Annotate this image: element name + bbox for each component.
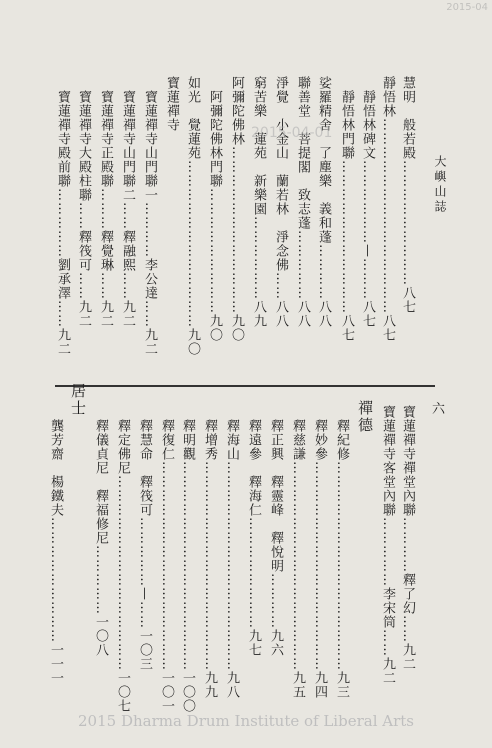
section-heading: 居士 xyxy=(69,383,87,417)
corner-watermark: 2015-04 xyxy=(446,2,488,13)
toc-entry: 窮苦樂 蓮苑 新樂園………………八九 xyxy=(251,76,266,328)
toc-entry: 寶蓮禪寺禪堂內聯…………釋了幻……九二 xyxy=(400,405,415,671)
toc-entry: 寶蓮禪寺山門聯一…………李公達……九二 xyxy=(142,76,157,356)
toc-entry: 靜悟林碑文………………—………八七 xyxy=(360,76,375,328)
toc-entry: 阿彌陀佛林………………………………九〇 xyxy=(229,76,244,342)
toc-entry: 釋增秀………………………………………九九 xyxy=(202,405,217,699)
toc-entry: 釋遠參 釋海仁……………………九七 xyxy=(246,405,261,657)
toc-entry: 釋正興 釋靈峰 釋悅明…………九六 xyxy=(268,405,283,657)
toc-entry: 如光 覺蓮苑………………………………九〇 xyxy=(185,76,200,356)
toc-entry: 娑羅精舍 了塵樂 義和蓬…………八八 xyxy=(316,76,331,328)
toc-entry: 龔芳齋 楊鐵夫………………………一一一 xyxy=(48,405,63,685)
toc-entry: 寶蓮禪寺 xyxy=(164,76,179,132)
section-heading: 禪德 xyxy=(356,400,374,434)
toc-entry: 聯善堂 菩提閣 致志蓬……………八八 xyxy=(295,76,310,328)
toc-entry: 釋海山………………………………………九八 xyxy=(224,405,239,699)
toc-entry: 淨覺 小金山 蘭若林 淨念佛……八八 xyxy=(273,76,288,328)
toc-entry: 釋慧命 釋筏可……………—……一〇三 xyxy=(137,405,152,671)
toc-entry: 寶蓮禪寺正殿聯………釋覺琳……九二 xyxy=(98,76,113,328)
page-number: 六 xyxy=(432,402,446,417)
toc-entry: 釋復仁………………………………………一〇一 xyxy=(159,405,174,713)
toc-entry: 釋妙參………………………………………九四 xyxy=(312,405,327,699)
toc-entry: 寶蓮禪寺客堂內聯……………李宋筒……九二 xyxy=(380,405,395,685)
toc-entry: 釋定佛尼……………………………………一〇七 xyxy=(115,405,130,713)
toc-entry: 靜悟林門聯……………………………八七 xyxy=(339,76,354,342)
institute-watermark: 2015 Dharma Drum Institute of Liberal Arts xyxy=(78,712,414,730)
toc-entry: 釋明觀………………………………………一〇〇 xyxy=(180,405,195,713)
toc-entry: 釋紀修………………………………………九三 xyxy=(334,405,349,699)
section-divider xyxy=(55,385,435,387)
date-watermark: 2015-04-01 xyxy=(251,125,333,141)
toc-entry: 釋慈謙………………………………………九五 xyxy=(290,405,305,699)
toc-entry: 寶蓮禪寺殿前聯……………劉承澤……九二 xyxy=(55,76,70,356)
toc-entry: 釋儀貞尼 釋福修尼……………一〇八 xyxy=(93,405,108,657)
toc-entry: 寶蓮禪寺山門聯二……釋融熙……九二 xyxy=(120,76,135,328)
toc-entry: 寶蓮禪寺大殿柱聯……釋筏可……九二 xyxy=(76,76,91,328)
running-head-title: 大嶼山誌 xyxy=(433,155,447,215)
toc-entry: 阿彌陀佛林門聯………………………九〇 xyxy=(207,76,222,342)
toc-entry: 慧明 般若殿………………………八七 xyxy=(400,76,415,314)
toc-entry: 靜悟林……………………………………八七 xyxy=(380,76,395,342)
